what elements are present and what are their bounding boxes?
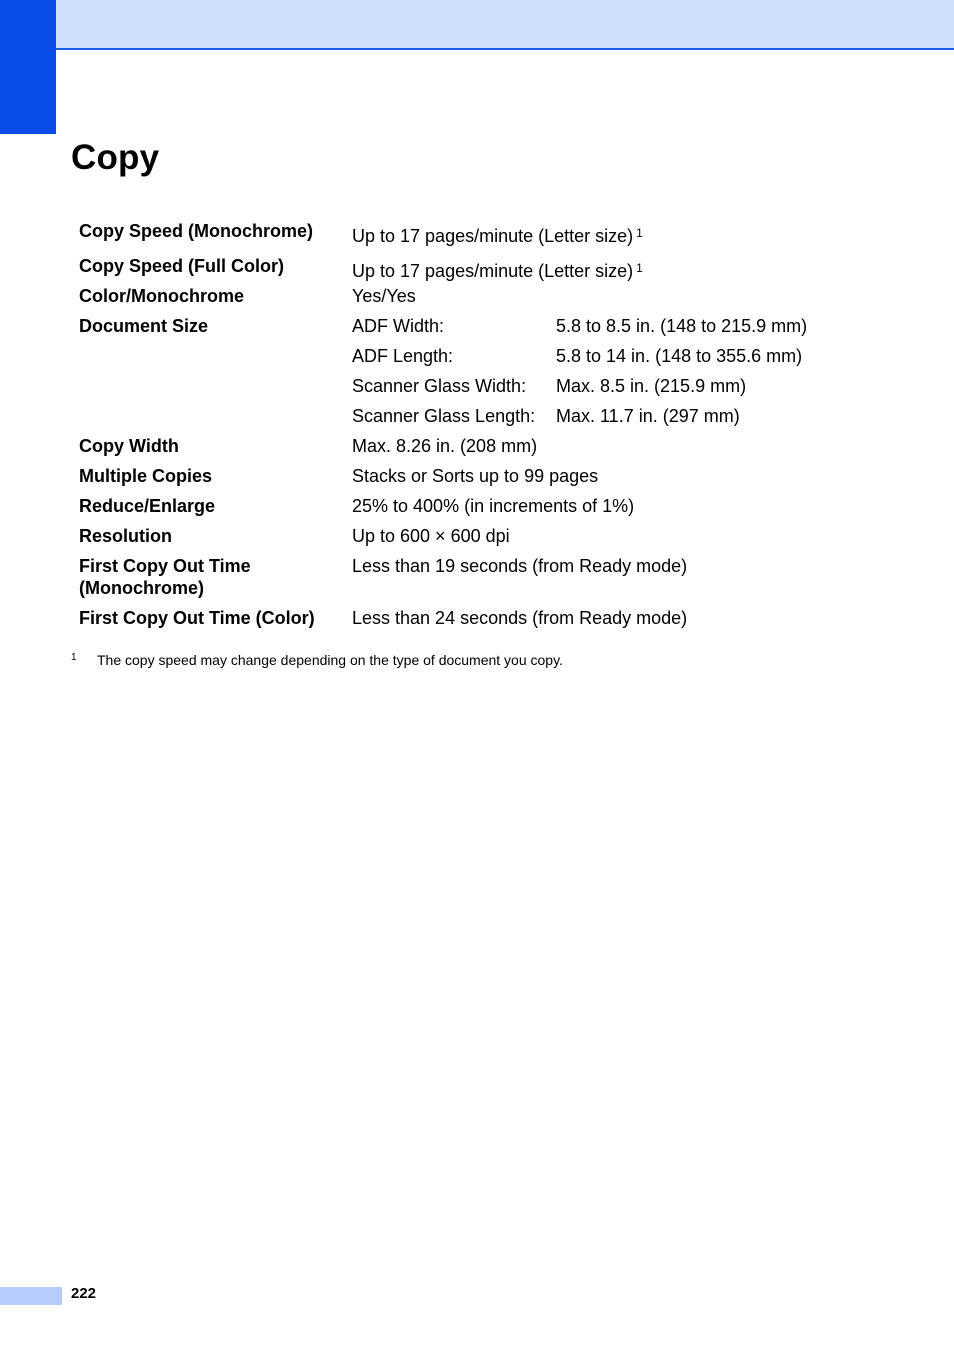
spec-label: Copy Speed (Full Color) <box>79 256 284 276</box>
sub-key: ADF Length: <box>352 346 454 366</box>
spec-row-document-size <box>79 315 859 427</box>
spec-value: Yes/Yes <box>352 286 416 306</box>
spec-label: Document Size <box>79 316 209 336</box>
spec-label-line: First Copy Out Time <box>79 556 251 576</box>
sub-row <box>352 345 859 367</box>
spec-row-multiple-copies <box>79 465 859 487</box>
spec-table <box>79 220 859 629</box>
header-band <box>56 0 954 50</box>
spec-label: Resolution <box>79 526 172 546</box>
spec-value <box>352 255 859 282</box>
spec-value: Less than 24 seconds (from Ready mode) <box>352 608 688 628</box>
spec-row-reduce-enlarge <box>79 495 859 517</box>
spec-label <box>79 555 352 599</box>
spec-label: Color/Monochrome <box>79 286 244 306</box>
spec-label: First Copy Out Time (Color) <box>79 608 315 628</box>
spec-row-copy-speed-mono <box>79 220 859 247</box>
spec-value-text: Up to 17 pages/minute (Letter size) <box>352 226 634 246</box>
spec-row-copy-speed-color <box>79 255 859 282</box>
chapter-tab <box>0 0 56 134</box>
spec-value-text: Up to 17 pages/minute (Letter size) <box>352 261 634 281</box>
sub-value: Max. 8.5 in. (215.9 mm) <box>556 376 747 396</box>
sub-row <box>352 405 859 427</box>
sub-key: Scanner Glass Width: <box>352 376 527 396</box>
spec-value <box>352 220 859 247</box>
footnote-text: The copy speed may change depending on the type of document you copy. <box>97 652 563 668</box>
spec-row-first-copy-mono <box>79 555 859 599</box>
spec-label: Copy Speed (Monochrome) <box>79 221 314 241</box>
sub-value: 5.8 to 14 in. (148 to 355.6 mm) <box>556 346 803 366</box>
spec-label: Reduce/Enlarge <box>79 496 216 516</box>
sub-value: 5.8 to 8.5 in. (148 to 215.9 mm) <box>556 316 808 336</box>
spec-row-color-mono <box>79 285 859 307</box>
spec-label: Multiple Copies <box>79 466 213 486</box>
spec-row-first-copy-color <box>79 607 859 629</box>
spec-value-group <box>352 315 859 427</box>
spec-value: Stacks or Sorts up to 99 pages <box>352 466 599 486</box>
spec-value: Max. 8.26 in. (208 mm) <box>352 436 538 456</box>
sub-value: Max. 11.7 in. (297 mm) <box>556 406 740 426</box>
page-number-tab <box>0 1287 62 1305</box>
spec-value: Up to 600 × 600 dpi <box>352 526 510 546</box>
sub-row <box>352 315 859 337</box>
spec-value: Less than 19 seconds (from Ready mode) <box>352 556 688 576</box>
spec-row-copy-width <box>79 435 859 457</box>
page-title: Copy <box>71 138 160 177</box>
spec-label-line: (Monochrome) <box>79 578 204 598</box>
spec-row-resolution <box>79 525 859 547</box>
spec-label: Copy Width <box>79 436 179 456</box>
sub-key: Scanner Glass Length: <box>352 406 536 426</box>
sub-row <box>352 375 859 397</box>
footnote-mark: 1 <box>71 652 77 663</box>
page-number: 222 <box>71 1285 97 1302</box>
spec-value: 25% to 400% (in increments of 1%) <box>352 496 635 516</box>
footnote-ref: 1 <box>636 261 643 275</box>
sub-key: ADF Width: <box>352 316 445 336</box>
footnote-ref: 1 <box>636 226 643 240</box>
